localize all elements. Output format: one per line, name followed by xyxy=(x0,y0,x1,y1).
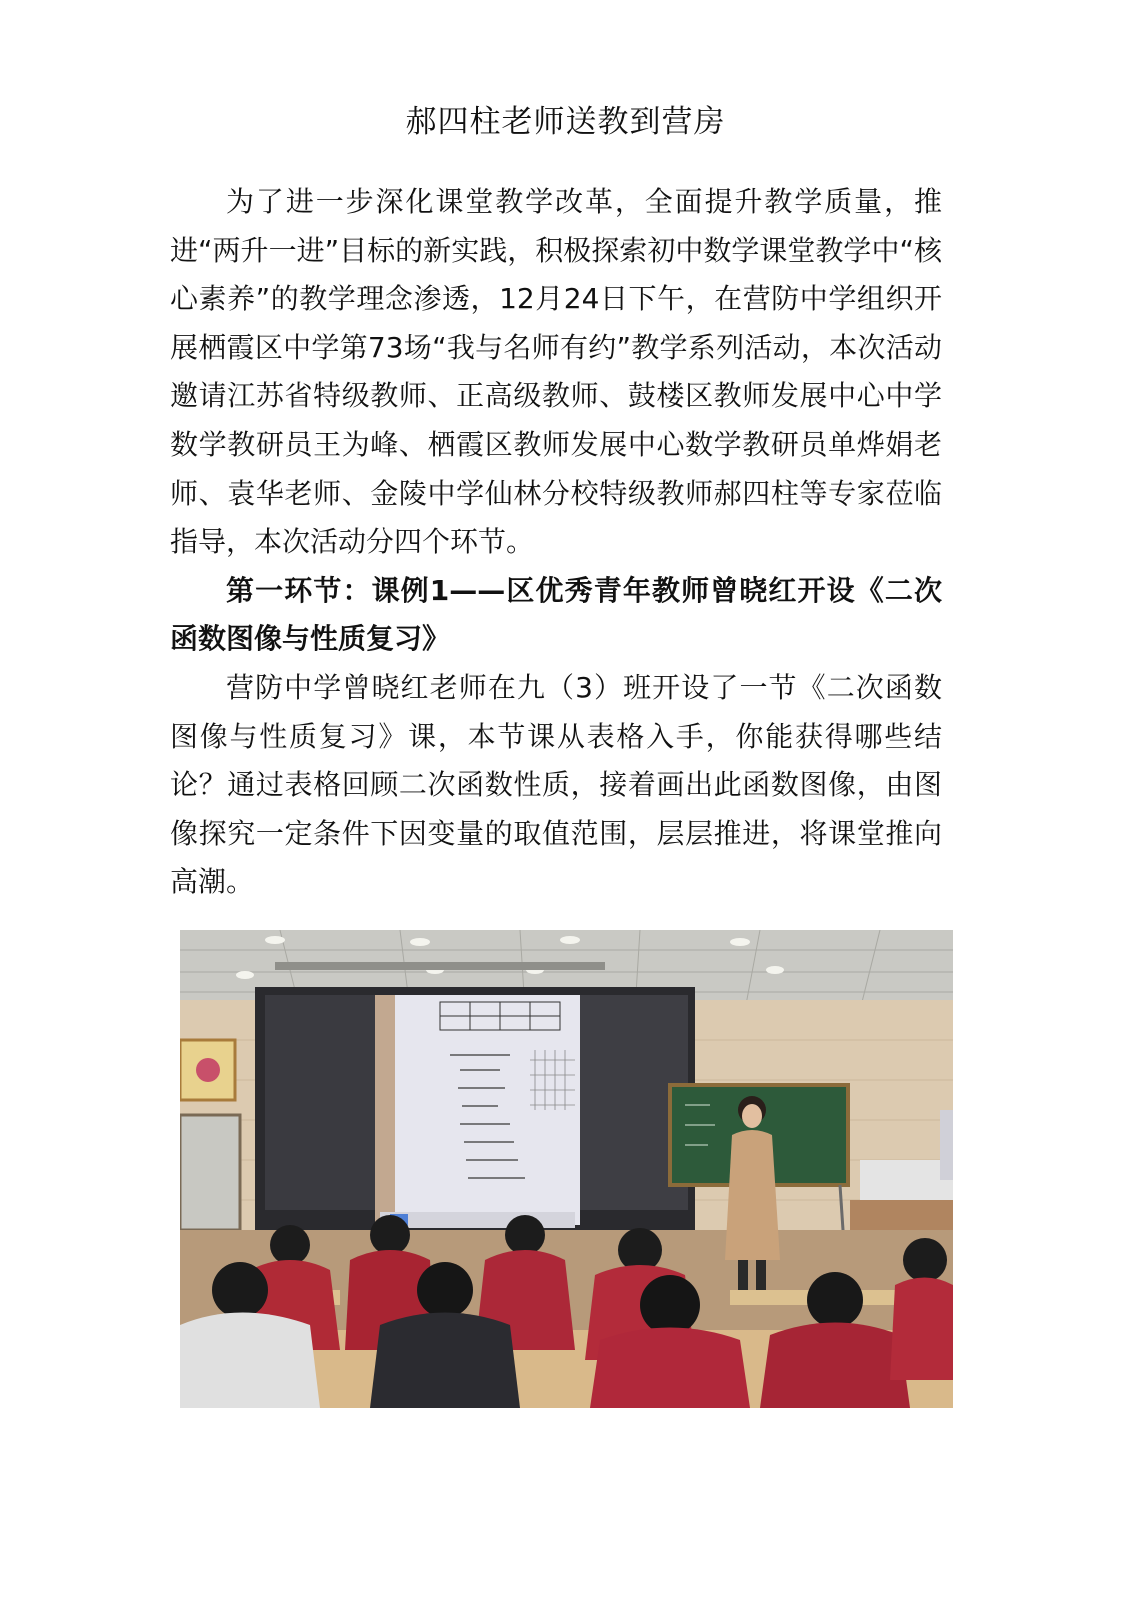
article-body xyxy=(170,178,942,907)
section-paragraph: 营防中学曾晓红老师在九（3）班开设了一节《二次函数图像与性质复习》课，本节课从表格入手，你能获得哪些结论？通过表格回顾二次函数性质，接着画出此函数图像，由图像探究一定条件下因变量的取值范围，层层推进，将课堂推向高潮。 xyxy=(170,670,942,899)
section-heading: 第一环节：课例1——区优秀青年教师曾晓红开设《二次函数图像与性质复习》 xyxy=(170,573,942,656)
page-title: 郝四柱老师送教到营房 xyxy=(405,104,726,140)
intro-paragraph: 为了进一步深化课堂教学改革，全面提升教学质量，推进“两升一进”目标的新实践，积极探索初中数学课堂教学中“核心素养”的教学理念渗透，12月24日下午，在营防中学组织开展栖霞区中学第73场“我与名师有约”教学系列活动，本次活动邀请江苏省特级教师、正高级教师、鼓楼区教师发展中心中学数学教研员王为峰、栖霞区教师发展中心数学教研员单烨娟老师、袁华老师、金陵中学仙林分校特级教师郝四柱等专家莅临指导，本次活动分四个环节。 xyxy=(170,185,942,559)
classroom-photo xyxy=(180,930,953,1408)
